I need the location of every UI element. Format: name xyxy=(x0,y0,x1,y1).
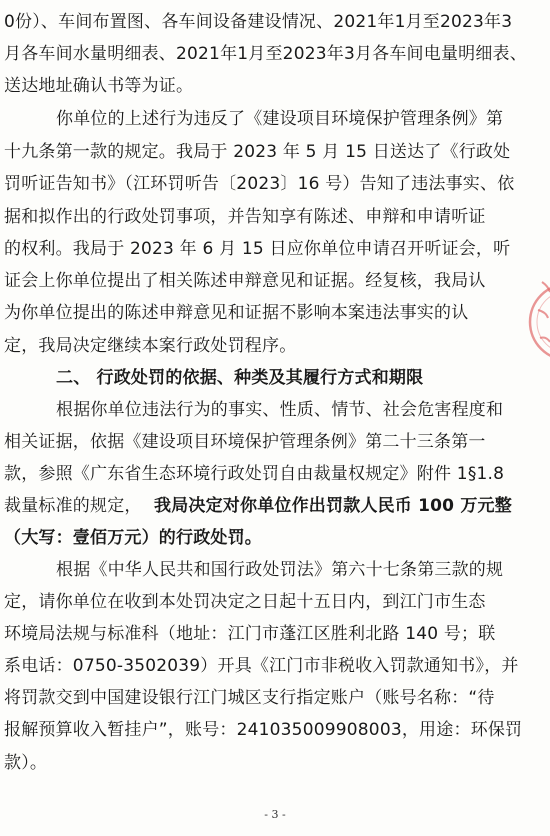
text-line-content: 裁量标准的规定， xyxy=(4,496,142,516)
text-line-content: 的权利。我局于 2023 年 6 月 15 日应你单位申请召开听证会，听 xyxy=(4,239,511,259)
text-line-content: 证会上你单位提出了相关陈述申辩意见和证据。经复核，我局认 xyxy=(4,271,486,291)
text-line-content: 根据《中华人民共和国行政处罚法》第六十七条第三款的规 xyxy=(56,560,504,580)
text-line-content: 据和拟作出的行政处罚事项，并告知享有陈述、申辩和申请听证 xyxy=(4,207,486,227)
text-line-content: 0份）、车间布置图、各车间设备建设情况、2021年1月至2023年3 xyxy=(4,12,513,32)
text-line-content: 根据你单位违法行为的事实、性质、情节、社会危害程度和 xyxy=(56,400,504,420)
text-line-content: 相关证据，依据《建设项目环境保护管理条例》第二十三条第一 xyxy=(4,432,486,452)
text-line-content: 十九条第一款的规定。我局于 2023 年 5 月 15 日送达了《行政处 xyxy=(4,142,511,162)
text-line-content: 将罚款交到中国建设银行江门城区支行指定账户（账号名称：“待 xyxy=(4,688,495,708)
text-line-content: 送达地址确认书等为证。 xyxy=(4,76,194,96)
text-line-content: 你单位的上述行为违反了《建设项目环境保护管理条例》第 xyxy=(56,109,504,129)
text-line-content: 罚听证告知书》（江环罚听告〔2023〕16 号）告知了违法事实、依 xyxy=(4,174,515,194)
text-line-content: 报解预算收入暂挂户”，账号：241035009908003，用途：环保罚 xyxy=(4,720,523,740)
text-line-content: 系电话：0750-3502039）开具《江门市非税收入罚款通知书》，并 xyxy=(4,656,519,676)
text-line-content: （大写：壹佰万元）的行政处罚。 xyxy=(4,528,262,548)
text-line-content: 款）。 xyxy=(4,753,48,773)
penalty-decision-text: 我局决定对你单位作出罚款人民币 100 万元整 xyxy=(154,496,512,516)
text-line-content: 环境局法规与标准科（地址：江门市蓬江区胜利北路 140 号；联 xyxy=(4,624,496,644)
text-line-content: 款，参照《广东省生态环境行政处罚自由裁量权规定》附件 1§1.8 xyxy=(4,464,505,484)
page-number: - 3 - xyxy=(264,808,286,821)
text-line-content: 定，请你单位在收到本处罚决定之日起十五日内，到江门市生态 xyxy=(4,592,486,612)
text-line-content: 二、 行政处罚的依据、种类及其履行方式和期限 xyxy=(56,368,424,388)
text-line-content: 定，我局决定继续本案行政处罚程序。 xyxy=(4,336,297,356)
text-line-content: 月各车间水量明细表、2021年1月至2023年3月各车间电量明细表、 xyxy=(4,44,527,64)
text-line-content: 为你单位提出的陈述申辩意见和证据不影响本案违法事实的认 xyxy=(4,303,469,323)
official-seal-stamp xyxy=(528,262,550,382)
